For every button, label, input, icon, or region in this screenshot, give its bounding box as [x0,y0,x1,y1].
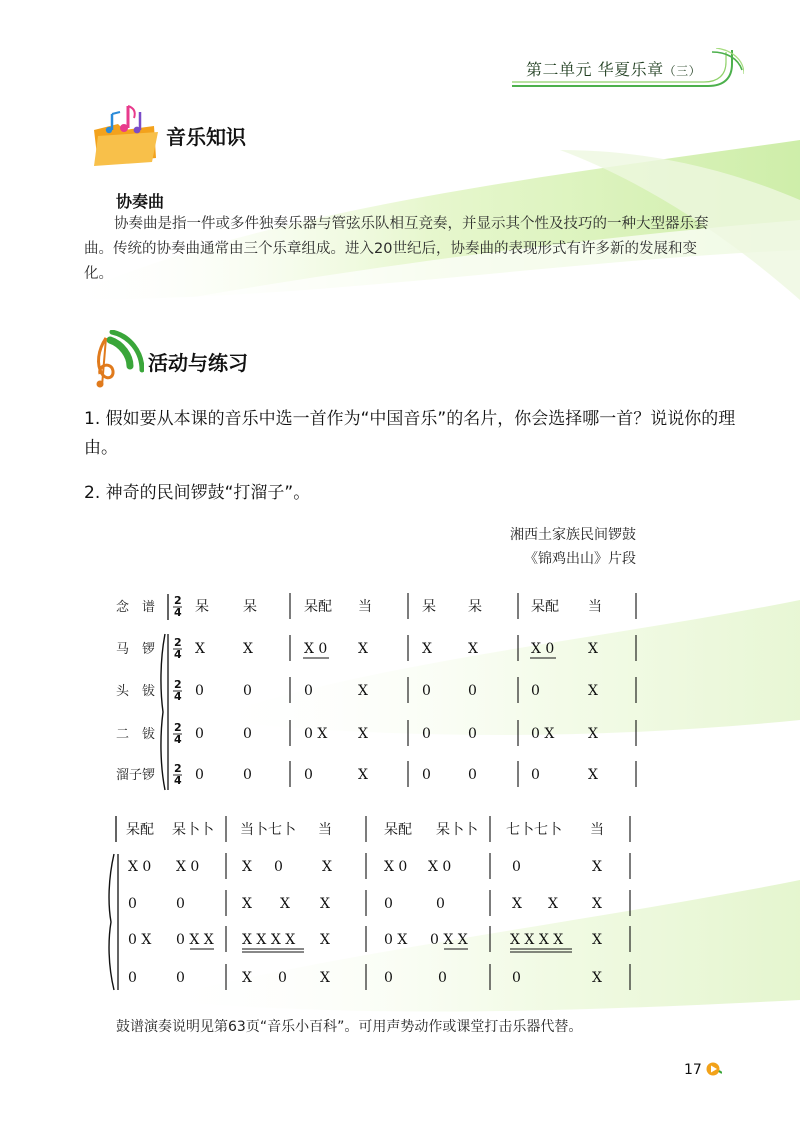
page-number-wrap [684,1062,722,1078]
score-note: X [592,859,602,875]
score-note: 当 [318,822,332,838]
score-note: 0 [243,767,252,783]
time-signature-bottom: 4 [174,690,182,703]
score-note: 呆 [468,599,482,615]
time-signature-top: 2 [174,636,182,649]
score-note: X X X X [510,932,564,948]
score-note: X [358,641,368,657]
score-note: 0 [278,970,287,986]
score-note: 0 [436,896,445,912]
unit-header [512,48,744,88]
score-note: 0 [468,726,477,742]
score-note: X 0 [384,859,408,875]
score-note: 0 [422,767,431,783]
time-signature-bottom: 4 [174,648,182,661]
footnote: 鼓谱演奏说明见第63页“音乐小百科”。可用声势动作或课堂打击乐器代替。 [116,1019,583,1035]
score-note: 当 [590,822,604,838]
score-note: 0 [195,683,204,699]
score-note: X [588,767,598,783]
score-note: 0 X X [430,932,468,948]
score-note: X 0 [428,859,452,875]
time-signature-top: 2 [174,594,182,607]
score-note: X [588,726,598,742]
folder-music-icon [88,100,162,170]
score-note: 0 [128,970,137,986]
score-note: 0 [468,767,477,783]
score-row-label: 头 钹 [116,684,156,699]
score-note: X 0 [531,641,555,657]
play-arrow-icon [706,1062,722,1076]
score-note: 0 [195,767,204,783]
score-note: 0 X X [176,932,214,948]
score-note: 0 X [384,932,408,948]
score-note: 呆配 [126,822,154,838]
score-note: 0 [384,970,393,986]
time-signature-bottom: 4 [174,733,182,746]
score-row-label: 溜子锣 [116,768,156,783]
time-signature-bottom: 4 [174,606,182,619]
section-music-knowledge [88,100,246,170]
score-note: X [242,970,252,986]
score-note: 0 [274,859,283,875]
score-note: 0 [384,896,393,912]
score-row-label: 念 谱 [116,600,156,615]
score-note: X [358,726,368,742]
source-origin: 湘西土家族民间锣鼓 [510,527,636,543]
score-note: 当卜七卜 [240,822,296,838]
score-note: X [358,683,368,699]
score-note: X 0 [176,859,200,875]
score-note: 0 [195,726,204,742]
time-signature-top: 2 [174,721,182,734]
score-note: 七卜七卜 [506,822,562,838]
score-note: 0 [243,726,252,742]
score-note: 当 [588,599,602,615]
score-note: X [320,932,330,948]
score-note: 0 [176,970,185,986]
score-note: X [548,896,558,912]
score-note: 0 [512,970,521,986]
score-note: 0 [531,767,540,783]
score-note: 呆配 [384,822,412,838]
score-note: X [320,970,330,986]
score-note: 0 [243,683,252,699]
score-note: X 0 [304,641,328,657]
score-note: 0 [422,683,431,699]
score-note: 0 [468,683,477,699]
score-note: X [588,641,598,657]
score-note: 0 X [128,932,152,948]
score-note: X [358,767,368,783]
score-note: X [243,641,253,657]
score-note: 0 [304,767,313,783]
score-note: X [468,641,478,657]
score-note: X [322,859,332,875]
score-note: X [320,896,330,912]
score-row-label: 马 锣 [116,642,156,657]
score-note: 呆 [243,599,257,615]
section-title: 音乐知识 [166,124,246,149]
unit-title: 第二单元 华夏乐章（三） [526,60,702,79]
score-note: 0 [128,896,137,912]
score-note: X [592,896,602,912]
treble-clef-icon [84,330,144,392]
score-note: X [588,683,598,699]
score-note: 呆 [195,599,209,615]
score-note: 0 X [304,726,328,742]
score-note: X [242,859,252,875]
question-2: 2. 神奇的民间锣鼓“打溜子”。 [84,483,311,503]
score-note: 0 X [531,726,555,742]
score-note: 0 [304,683,313,699]
score-note: 0 [422,726,431,742]
section-activities [84,330,248,392]
time-signature-top: 2 [174,678,182,691]
score-note: 0 [512,859,521,875]
score-note: 呆卜卜 [172,822,214,838]
question-1: 1. 假如要从本课的音乐中选一首作为“中国音乐”的名片，你会选择哪一首？说说你的理由。 [84,409,736,458]
score-note: 呆 [422,599,436,615]
score-note: 0 [531,683,540,699]
time-signature-top: 2 [174,762,182,775]
score-note: X [592,932,602,948]
score-note: X 0 [128,859,152,875]
score-note: 0 [438,970,447,986]
section-title: 活动与练习 [148,350,248,375]
knowledge-paragraph: 协奏曲是指一件或多件独奏乐器与管弦乐队相互竞奏，并显示其个性及技巧的一种大型器乐套曲。传统的协奏曲通常由三个乐章组成。进入20世纪后，协奏曲的表现形式有许多新的发展和变化。 [84,216,709,282]
score-row-label: 二 钹 [116,727,156,742]
score-note: 呆配 [531,599,559,615]
score-note: X [592,970,602,986]
unit-subtitle: （三） [663,64,702,78]
score-note: 呆卜卜 [436,822,478,838]
score-note: X [280,896,290,912]
page-number: 17 [684,1062,702,1078]
score-note: 0 [176,896,185,912]
score-note: X [512,896,522,912]
score-note: 呆配 [304,599,332,615]
knowledge-subtitle: 协奏曲 [116,192,165,211]
time-signature-bottom: 4 [174,774,182,787]
score-note: X X X X [242,932,296,948]
score-note: X [422,641,432,657]
score-note: X [242,896,252,912]
score-note: X [195,641,205,657]
source-piece: 《锦鸡出山》片段 [524,551,636,567]
score-note: 当 [358,599,372,615]
